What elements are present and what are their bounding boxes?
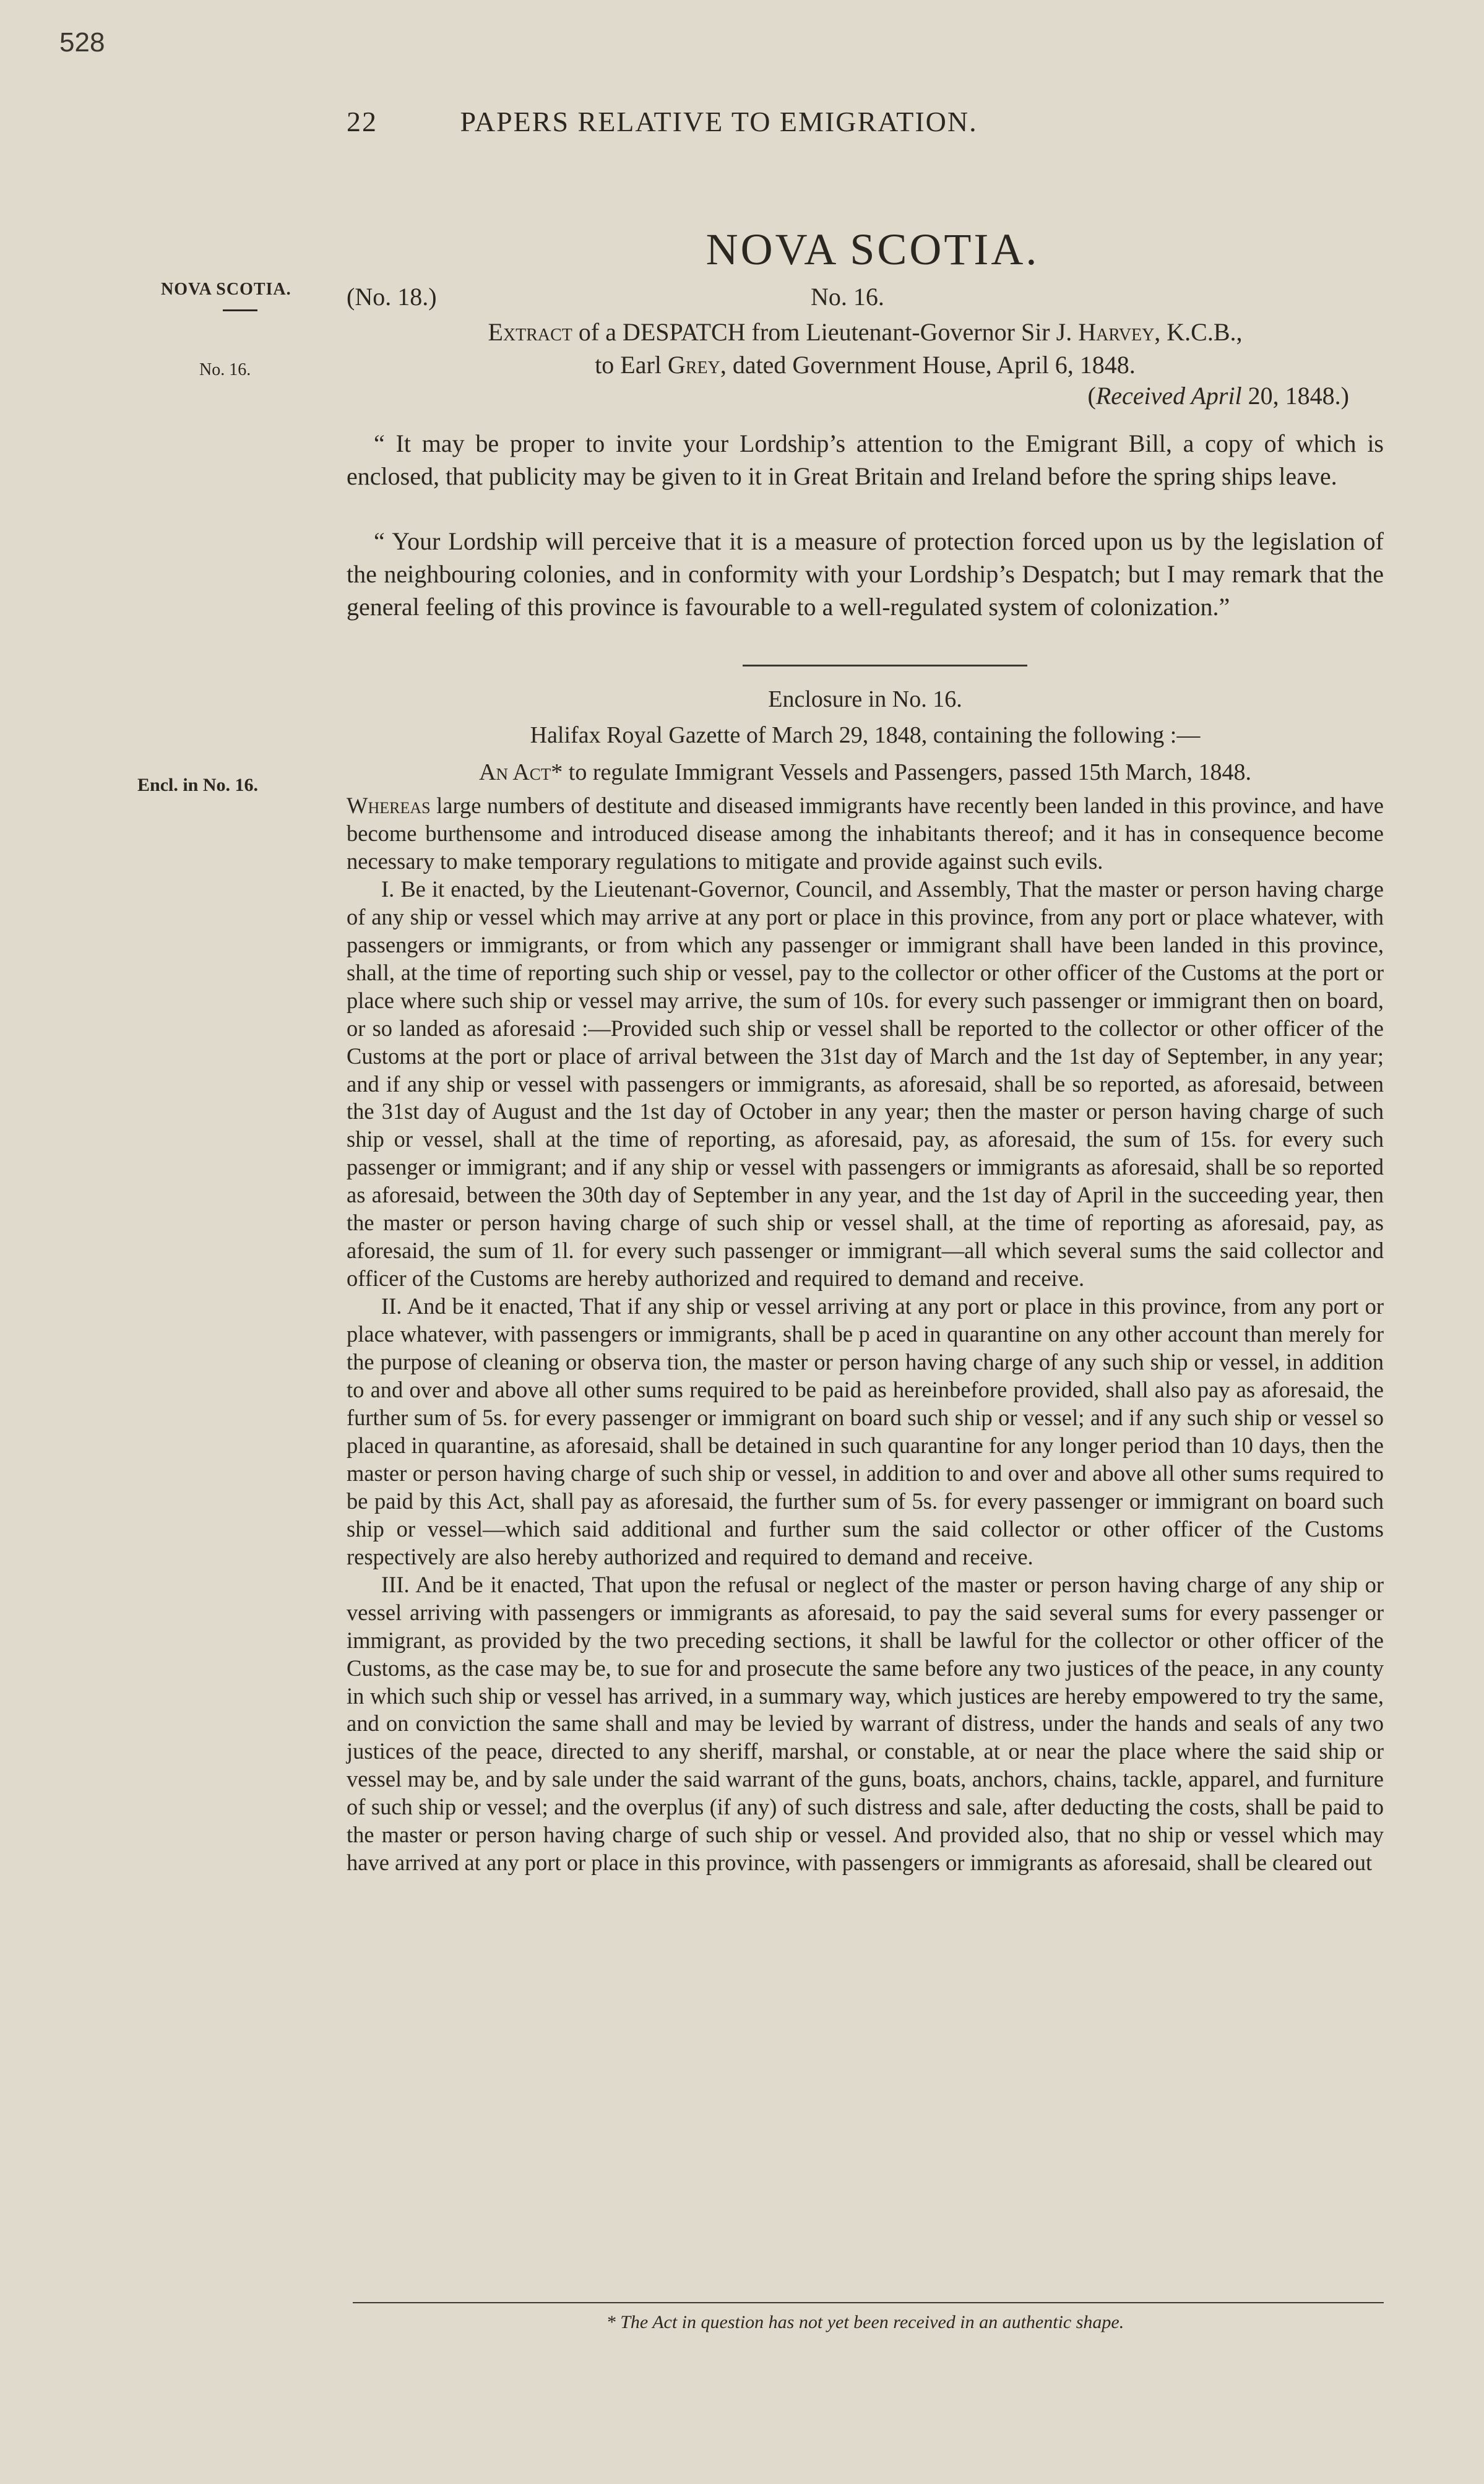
margin-divider	[223, 309, 257, 311]
extract-line2-a: to Earl	[595, 351, 668, 379]
gazette-line: Halifax Royal Gazette of March 29, 1848, containing the following :—	[530, 722, 1201, 748]
running-title: PAPERS RELATIVE TO EMIGRATION.	[460, 106, 978, 137]
page-title: NOVA SCOTIA.	[705, 225, 1040, 274]
despatch-quote-2: “ Your Lordship will perceive that it is a measure of protection forced upon us by the legislation of the neighbouring colonies, and in conformity with your Lordship’s Despatch; but I may remark that the general feeling of this province is favourable to a well-regulated system of colonization.”	[347, 527, 1384, 621]
whereas-paragraph	[347, 792, 1384, 876]
act-lead: An Act*	[479, 759, 563, 785]
extract-lead: Extract	[488, 318, 572, 346]
margin-note-number: No. 16.	[199, 360, 251, 379]
footnote: * The Act in question has not yet been received in an authentic shape.	[606, 2312, 1124, 2332]
received-open: (	[1087, 382, 1096, 410]
section-divider	[743, 665, 1027, 666]
section-3: III. And be it enacted, That upon the refusal or neglect of the master or person having charge of any ship or vessel arriving with passengers or immigrants as aforesaid, to pay the said several sums for every passenger or immigrant, as provided by the two preceding sections, it shall be lawful for the collector or other officer of the Customs, as the case may be, to sue for and prosecute the same before any two justices of the peace, in any county in which such ship or vessel has arrived, in a summary way, which justices are hereby empowered to try the same, and on conviction the same shall and may be levied by warrant of distress, under the hands and seals of any two justices of the peace, directed to any sheriff, marshal, or constable, at or near the place where the said ship or vessel may be, and by sale under the said warrant of the guns, boats, anchors, chains, tackle, apparel, and furniture of such ship or vessel; and the overplus (if any) of such distress and sale, after deducting the costs, shall be paid to the master or person having charge of such ship or vessel. And provided also, that no ship or vessel which may have arrived at any port or place in this province, with passengers or immigrants as aforesaid, shall be cleared out	[347, 1571, 1384, 1876]
despatch-heading	[347, 316, 1384, 381]
whereas-lead: Whereas	[347, 793, 431, 818]
act-title	[347, 759, 1384, 786]
harvey-name: Harvey	[1078, 318, 1155, 346]
extract-line2-b: , dated Government House, April 6, 1848.	[720, 351, 1136, 379]
received-rest: 20, 1848.)	[1241, 382, 1349, 410]
enclosure-title: Enclosure in No. 16.	[768, 686, 962, 712]
extract-text: of a DESPATCH from Lieutenant-Governor Sir J.	[572, 318, 1079, 346]
margin-note-enclosure: Encl. in No. 16.	[137, 775, 259, 795]
received-label: Received April	[1095, 382, 1242, 410]
section-2: II. And be it enacted, That if any ship or vessel arriving at any port or place in this province, from any port or place whatever, with passengers or immigrants, shall be p aced in quarantine on any other account than merely for the purpose of cleaning or observa tion, the master or person having charge of any such ship or vessel, in addition to and over and above all other sums required to be paid as hereinbefore provided, shall also pay as aforesaid, the further sum of 5s. for every passenger or immigrant on board such ship or vessel; and if any such ship or vessel so placed in quarantine, as aforesaid, shall be detained in such quarantine for any longer period than 10 days, then the master or person having charge of such ship or vessel, in addition to and over and above all other sums required to be paid by this Act, shall pay as aforesaid, the further sum of 5s. for every passenger or immigrant on board such ship or vessel—which said additional and further sum the said collector or other officer of the Customs respectively are also hereby authorized and required to demand and receive.	[347, 1293, 1384, 1569]
despatch-center-number: No. 16.	[811, 283, 884, 311]
despatch-quote-1: “ It may be proper to invite your Lordship’s attention to the Emigrant Bill, a copy of which is enclosed, that publicity may be given to it in Great Britain and Ireland before the spring ships leave.	[347, 429, 1384, 491]
received-date	[347, 381, 1349, 410]
act-body	[347, 792, 1384, 1877]
despatch-left-number: (No. 18.)	[347, 283, 437, 311]
whereas-text: large numbers of destitute and diseased immigrants have recently been landed in this province, and have become burthensome and introduced disease among the inhabitants thereof; and it has in consequence become necessary to make temporary regulations to mitigate and provide against such evils.	[347, 793, 1384, 874]
page-number: 22	[347, 106, 377, 137]
grey-name: Grey	[667, 351, 720, 379]
extract-text-2: , K.C.B.,	[1154, 318, 1243, 346]
footnote-rule	[353, 2302, 1384, 2303]
running-head	[347, 105, 1312, 138]
act-rest: to regulate Immigrant Vessels and Passengers, passed 15th March, 1848.	[563, 759, 1251, 785]
folio-number: 528	[59, 27, 105, 58]
section-1: I. Be it enacted, by the Lieutenant-Governor, Council, and Assembly, That the master or person having charge of any ship or vessel which may arrive at any port or place in this province, from any port or place whatever, with passengers or immigrants, or from which any passenger or immigrant shall have been landed in this province, shall, at the time of reporting such ship or vessel, pay to the collector or other officer of the Customs at the port or place where such ship or vessel may arrive, the sum of 10s. for every such passenger or immigrant then on board, or so landed as aforesaid :—Provided such ship or vessel shall be reported to the collector or other officer of the Customs at the port or place of arrival between the 31st day of March and the 1st day of September, in any year; and if any ship or vessel with passengers or immigrants, as aforesaid, shall be so reported, as aforesaid, between the 31st day of August and the 1st day of October in any year; then the master or person having charge of such ship or vessel, shall at the time of reporting, as aforesaid, pay, as aforesaid, the sum of 15s. for every such passenger or immigrant; and if any ship or vessel with passengers or immigrants as aforesaid, shall be so reported as aforesaid, between the 30th day of September in any year, and the 1st day of April in the succeeding year, then the master or person having charge of such ship or vessel shall, at the time of reporting as aforesaid, pay, as aforesaid, the sum of 1l. for every such passenger or immigrant—all which several sums the said collector and officer of the Customs are hereby authorized and required to demand and receive.	[347, 876, 1384, 1292]
margin-note-colony: NOVA SCOTIA.	[161, 280, 291, 299]
